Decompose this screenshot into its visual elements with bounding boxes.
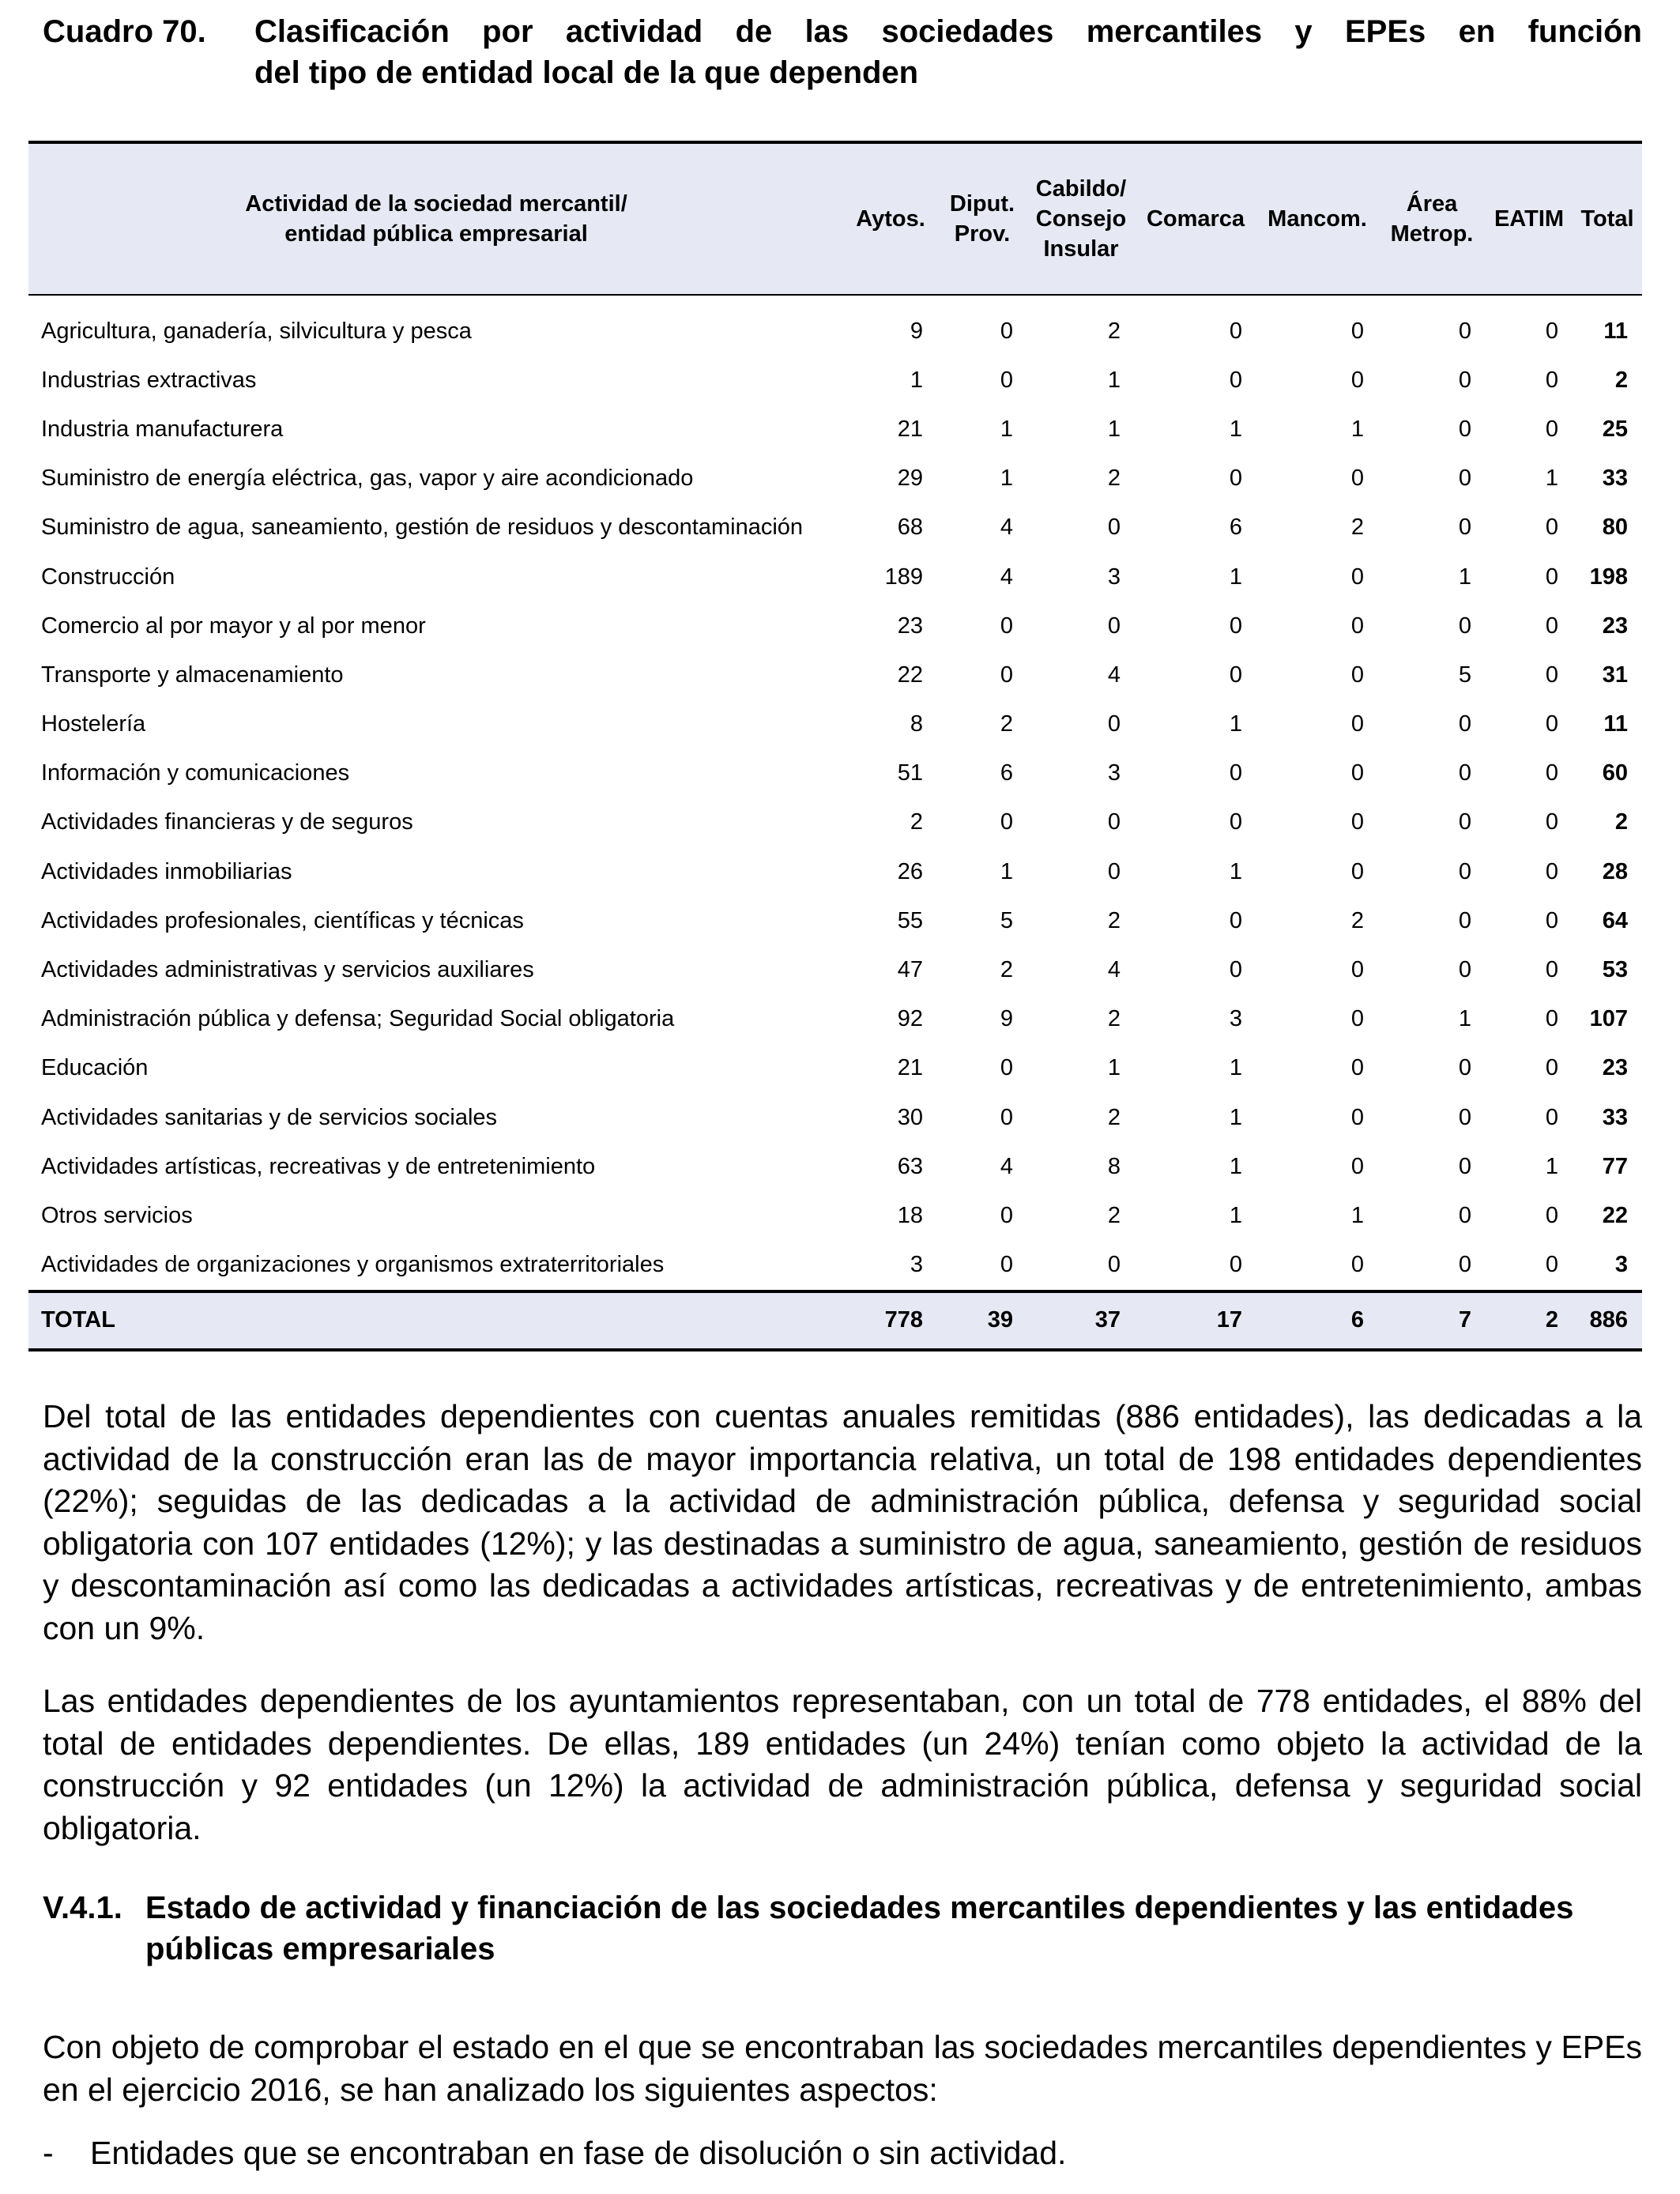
cell-comarca: 0 bbox=[1229, 466, 1242, 492]
cell-total: 64 bbox=[1602, 907, 1628, 933]
cell-mancom: 1 bbox=[1350, 416, 1364, 442]
cell-mancom: 0 bbox=[1350, 1006, 1364, 1032]
cell-diput: 6 bbox=[1000, 760, 1013, 786]
cell-eatim: 0 bbox=[1545, 367, 1558, 393]
caption-title bbox=[254, 11, 1642, 93]
cell-comarca: 1 bbox=[1229, 1104, 1242, 1130]
cell-cabildo: 0 bbox=[1107, 711, 1121, 737]
header-activity bbox=[28, 142, 844, 295]
row-label: Suministro de energía eléctrica, gas, vapor y aire acondicionado bbox=[41, 466, 694, 492]
row-label: Información y comunicaciones bbox=[41, 760, 350, 786]
table-row bbox=[28, 749, 1642, 798]
caption-title-line-2: del tipo de entidad local de la que dependen bbox=[254, 55, 919, 90]
table-row bbox=[28, 405, 1642, 454]
total-cabildo: 37 bbox=[1094, 1307, 1121, 1333]
cell-area-metrop: 0 bbox=[1458, 1202, 1471, 1228]
cell-eatim: 0 bbox=[1545, 1006, 1558, 1032]
cell-area-metrop: 1 bbox=[1458, 564, 1471, 590]
caption-number: Cuadro 70. bbox=[43, 14, 206, 49]
cell-diput: 0 bbox=[1000, 613, 1013, 639]
cell-comarca: 0 bbox=[1229, 367, 1242, 393]
cell-comarca: 6 bbox=[1229, 515, 1242, 541]
cell-diput: 0 bbox=[1000, 1055, 1013, 1081]
cell-area-metrop: 5 bbox=[1458, 662, 1471, 688]
cell-aytos: 92 bbox=[897, 1006, 923, 1032]
cell-area-metrop: 0 bbox=[1458, 318, 1471, 344]
cell-eatim: 0 bbox=[1545, 957, 1558, 983]
table-row bbox=[28, 847, 1642, 896]
cell-aytos: 29 bbox=[897, 466, 923, 492]
table-row bbox=[28, 1191, 1642, 1240]
row-label: Actividades administrativas y servicios auxiliares bbox=[41, 957, 534, 983]
table-footer bbox=[28, 1291, 1642, 1350]
cell-eatim: 0 bbox=[1545, 662, 1558, 688]
cell-cabildo: 1 bbox=[1107, 1055, 1121, 1081]
table-body bbox=[28, 295, 1642, 1291]
header-diput bbox=[937, 142, 1027, 295]
section-heading bbox=[43, 1887, 1642, 1970]
cell-mancom: 0 bbox=[1350, 1153, 1364, 1179]
table-row bbox=[28, 454, 1642, 503]
table-row bbox=[28, 1142, 1642, 1191]
cell-total: 60 bbox=[1602, 760, 1628, 786]
cell-mancom: 2 bbox=[1350, 515, 1364, 541]
cell-aytos: 26 bbox=[897, 858, 923, 884]
cell-comarca: 0 bbox=[1229, 760, 1242, 786]
table-row bbox=[28, 896, 1642, 945]
cell-total: 11 bbox=[1603, 318, 1628, 344]
cell-diput: 2 bbox=[1000, 711, 1013, 737]
header-area-line-2: Metrop. bbox=[1390, 221, 1474, 247]
table-row bbox=[28, 503, 1642, 552]
cell-aytos: 2 bbox=[910, 809, 923, 835]
row-label: Actividades de organizaciones y organismos extraterritoriales bbox=[41, 1252, 665, 1278]
cell-mancom: 0 bbox=[1350, 613, 1364, 639]
cell-area-metrop: 0 bbox=[1458, 1055, 1471, 1081]
cell-eatim: 1 bbox=[1545, 466, 1558, 492]
cell-area-metrop: 0 bbox=[1458, 515, 1471, 541]
row-label: Industrias extractivas bbox=[41, 367, 257, 393]
row-label: Otros servicios bbox=[41, 1202, 193, 1228]
table-row bbox=[28, 995, 1642, 1044]
header-activity-line-2: entidad pública empresarial bbox=[284, 221, 588, 247]
cell-diput: 0 bbox=[1000, 1104, 1013, 1130]
cell-area-metrop: 0 bbox=[1458, 1104, 1471, 1130]
cell-mancom: 2 bbox=[1350, 907, 1364, 933]
bullet-text: Entidades que se encontraban en fase de disolución o sin actividad. bbox=[90, 2135, 1067, 2171]
table-row bbox=[28, 601, 1642, 650]
cell-area-metrop: 0 bbox=[1458, 1153, 1471, 1179]
cell-eatim: 0 bbox=[1545, 760, 1558, 786]
cell-diput: 0 bbox=[1000, 318, 1013, 344]
row-label: Industria manufacturera bbox=[41, 416, 284, 442]
cell-total: 25 bbox=[1602, 416, 1628, 442]
cell-cabildo: 3 bbox=[1107, 760, 1121, 786]
cell-area-metrop: 0 bbox=[1458, 1252, 1471, 1278]
activity-table-wrapper bbox=[28, 141, 1642, 1351]
cell-comarca: 1 bbox=[1229, 1202, 1242, 1228]
header-cabildo bbox=[1027, 142, 1135, 295]
cell-diput: 0 bbox=[1000, 662, 1013, 688]
cell-cabildo: 8 bbox=[1107, 1153, 1121, 1179]
cell-cabildo: 2 bbox=[1107, 907, 1121, 933]
row-label: Transporte y almacenamiento bbox=[41, 662, 344, 688]
cell-total: 31 bbox=[1602, 662, 1628, 688]
row-label: Suministro de agua, saneamiento, gestión de residuos y descontaminación bbox=[41, 515, 804, 541]
cell-cabildo: 2 bbox=[1107, 466, 1121, 492]
total-area-metrop: 7 bbox=[1458, 1307, 1471, 1333]
cell-diput: 0 bbox=[1000, 1202, 1013, 1228]
total-eatim: 2 bbox=[1545, 1307, 1558, 1333]
header-diput-line-2: Prov. bbox=[954, 221, 1011, 247]
cell-aytos: 1 bbox=[910, 367, 923, 393]
row-label: Actividades artísticas, recreativas y de entretenimiento bbox=[41, 1153, 596, 1179]
cell-mancom: 0 bbox=[1350, 564, 1364, 590]
cell-aytos: 68 bbox=[897, 515, 923, 541]
total-row bbox=[28, 1291, 1642, 1350]
cell-area-metrop: 0 bbox=[1458, 466, 1471, 492]
cell-eatim: 0 bbox=[1545, 1252, 1558, 1278]
cell-aytos: 9 bbox=[910, 318, 923, 344]
table-header bbox=[28, 142, 1642, 295]
cell-area-metrop: 0 bbox=[1458, 613, 1471, 639]
cell-mancom: 0 bbox=[1350, 662, 1364, 688]
cell-comarca: 3 bbox=[1229, 1006, 1242, 1032]
cell-diput: 0 bbox=[1000, 367, 1013, 393]
cell-diput: 9 bbox=[1000, 1006, 1013, 1032]
caption-title-line-1: Clasificación por actividad de las sociedades mercantiles y EPEs en función bbox=[254, 14, 1642, 49]
header-area-metrop bbox=[1378, 142, 1486, 295]
cell-mancom: 0 bbox=[1350, 318, 1364, 344]
table-row bbox=[28, 650, 1642, 699]
cell-cabildo: 1 bbox=[1107, 367, 1121, 393]
cell-mancom: 1 bbox=[1350, 1202, 1364, 1228]
cell-total: 33 bbox=[1602, 1104, 1628, 1130]
row-label: Hostelería bbox=[41, 711, 146, 737]
cell-mancom: 0 bbox=[1350, 957, 1364, 983]
paragraph-1: Del total de las entidades dependientes con cuentas anuales remitidas (886 entidades), las dedicadas a la actividad de la construcción eran las de mayor importancia relativa, un total de 198 entidades dependientes (22%); seguidas de las dedicadas a la actividad de administración pública, defensa y seguridad social obligatoria con 107 entidades (12%); y las destinadas a suministro de agua, saneamiento, gestión de residuos y descontaminación así como las dedicadas a actividades artísticas, recreativas y de entretenimiento, ambas con un 9%. bbox=[43, 1398, 1642, 1646]
cell-cabildo: 2 bbox=[1107, 1006, 1121, 1032]
cell-aytos: 51 bbox=[897, 760, 923, 786]
cell-mancom: 0 bbox=[1350, 367, 1364, 393]
cell-area-metrop: 0 bbox=[1458, 416, 1471, 442]
cell-comarca: 1 bbox=[1229, 711, 1242, 737]
cell-total: 53 bbox=[1602, 957, 1628, 983]
header-total: Total bbox=[1580, 206, 1634, 232]
row-label: Educación bbox=[41, 1055, 149, 1081]
cell-cabildo: 0 bbox=[1107, 1252, 1121, 1278]
row-label: Administración pública y defensa; Seguridad Social obligatoria bbox=[41, 1006, 675, 1032]
cell-comarca: 0 bbox=[1229, 1252, 1242, 1278]
row-label: Actividades profesionales, científicas y técnicas bbox=[41, 907, 524, 933]
cell-eatim: 0 bbox=[1545, 907, 1558, 933]
cell-diput: 0 bbox=[1000, 809, 1013, 835]
header-cabildo-line-3: Insular bbox=[1043, 236, 1119, 262]
cell-cabildo: 1 bbox=[1107, 416, 1121, 442]
cell-mancom: 0 bbox=[1350, 466, 1364, 492]
cell-total: 23 bbox=[1602, 613, 1628, 639]
cell-total: 80 bbox=[1602, 515, 1628, 541]
cell-diput: 4 bbox=[1000, 564, 1013, 590]
cell-aytos: 30 bbox=[897, 1104, 923, 1130]
cell-mancom: 0 bbox=[1350, 809, 1364, 835]
row-label: Agricultura, ganadería, silvicultura y pesca bbox=[41, 318, 472, 344]
table-row bbox=[28, 798, 1642, 847]
bullet-dash: - bbox=[43, 2135, 54, 2171]
cell-total: 3 bbox=[1614, 1252, 1628, 1278]
cell-total: 2 bbox=[1614, 367, 1628, 393]
cell-total: 11 bbox=[1603, 711, 1628, 737]
cell-eatim: 1 bbox=[1545, 1153, 1558, 1179]
cell-total: 23 bbox=[1602, 1055, 1628, 1081]
cell-eatim: 0 bbox=[1545, 809, 1558, 835]
cell-eatim: 0 bbox=[1545, 1104, 1558, 1130]
cell-aytos: 189 bbox=[884, 564, 923, 590]
cell-cabildo: 2 bbox=[1107, 318, 1121, 344]
cell-diput: 0 bbox=[1000, 1252, 1013, 1278]
cell-comarca: 0 bbox=[1229, 809, 1242, 835]
cell-aytos: 23 bbox=[897, 613, 923, 639]
table-row bbox=[28, 295, 1642, 356]
row-label: Actividades inmobiliarias bbox=[41, 858, 292, 884]
cell-total: 198 bbox=[1589, 564, 1628, 590]
cell-cabildo: 0 bbox=[1107, 613, 1121, 639]
cell-diput: 1 bbox=[1000, 858, 1013, 884]
table-row bbox=[28, 1093, 1642, 1142]
cell-eatim: 0 bbox=[1545, 416, 1558, 442]
activity-table bbox=[28, 141, 1642, 1351]
cell-eatim: 0 bbox=[1545, 858, 1558, 884]
cell-comarca: 1 bbox=[1229, 858, 1242, 884]
cell-mancom: 0 bbox=[1350, 858, 1364, 884]
cell-eatim: 0 bbox=[1545, 318, 1558, 344]
cell-comarca: 1 bbox=[1229, 564, 1242, 590]
cell-aytos: 47 bbox=[897, 957, 923, 983]
table-row bbox=[28, 1044, 1642, 1093]
section-title: Estado de actividad y financiación de las sociedades mercantiles dependientes y las entidades públicas empresariales bbox=[145, 1891, 1574, 1966]
cell-area-metrop: 1 bbox=[1458, 1006, 1471, 1032]
cell-comarca: 1 bbox=[1229, 1055, 1242, 1081]
header-area-line-1: Área bbox=[1406, 191, 1458, 217]
cell-aytos: 3 bbox=[910, 1252, 923, 1278]
cell-total: 77 bbox=[1602, 1153, 1628, 1179]
total-diput: 39 bbox=[987, 1307, 1013, 1333]
cell-mancom: 0 bbox=[1350, 1055, 1364, 1081]
section-number: V.4.1. bbox=[43, 1891, 122, 1925]
cell-diput: 1 bbox=[1000, 416, 1013, 442]
total-comarca: 17 bbox=[1216, 1307, 1242, 1333]
header-diput-line-1: Diput. bbox=[949, 191, 1015, 217]
cell-total: 2 bbox=[1614, 809, 1628, 835]
cell-aytos: 8 bbox=[910, 711, 923, 737]
total-aytos: 778 bbox=[884, 1307, 923, 1333]
cell-cabildo: 3 bbox=[1107, 564, 1121, 590]
paragraph-2: Las entidades dependientes de los ayuntamientos representaban, con un total de 778 entidades, el 88% del total de entidades dependientes. De ellas, 189 entidades (un 24%) tenían como objeto la actividad de la construcción y 92 entidades (un 12%) la actividad de administración pública, defensa y seguridad social obligatoria. bbox=[43, 1683, 1642, 1846]
cell-area-metrop: 0 bbox=[1458, 858, 1471, 884]
cell-diput: 2 bbox=[1000, 957, 1013, 983]
table-row bbox=[28, 356, 1642, 405]
cell-diput: 1 bbox=[1000, 466, 1013, 492]
cell-eatim: 0 bbox=[1545, 613, 1558, 639]
cell-total: 22 bbox=[1602, 1202, 1628, 1228]
cell-comarca: 0 bbox=[1229, 318, 1242, 344]
bullet-item bbox=[43, 2132, 1642, 2174]
cell-aytos: 18 bbox=[897, 1202, 923, 1228]
cell-diput: 5 bbox=[1000, 907, 1013, 933]
paragraph-3: Con objeto de comprobar el estado en el que se encontraban las sociedades mercantiles dependientes y EPEs en el ejercicio 2016, se han analizado los siguientes aspectos: bbox=[43, 2029, 1642, 2108]
cell-total: 33 bbox=[1602, 466, 1628, 492]
cell-comarca: 0 bbox=[1229, 662, 1242, 688]
cell-eatim: 0 bbox=[1545, 515, 1558, 541]
cell-aytos: 21 bbox=[897, 1055, 923, 1081]
cell-comarca: 1 bbox=[1229, 1153, 1242, 1179]
cell-area-metrop: 0 bbox=[1458, 957, 1471, 983]
cell-diput: 4 bbox=[1000, 1153, 1013, 1179]
header-aytos: Aytos. bbox=[856, 206, 925, 232]
cell-mancom: 0 bbox=[1350, 1104, 1364, 1130]
cell-area-metrop: 0 bbox=[1458, 367, 1471, 393]
row-label: Comercio al por mayor y al por menor bbox=[41, 613, 426, 639]
table-row bbox=[28, 1241, 1642, 1291]
cell-mancom: 0 bbox=[1350, 1252, 1364, 1278]
row-label: Actividades financieras y de seguros bbox=[41, 809, 413, 835]
cell-cabildo: 4 bbox=[1107, 662, 1121, 688]
cell-aytos: 22 bbox=[897, 662, 923, 688]
cell-cabildo: 0 bbox=[1107, 858, 1121, 884]
header-activity-line-1: Actividad de la sociedad mercantil/ bbox=[245, 191, 627, 217]
table-row bbox=[28, 700, 1642, 749]
table-row bbox=[28, 552, 1642, 601]
cell-eatim: 0 bbox=[1545, 1202, 1558, 1228]
cell-diput: 4 bbox=[1000, 515, 1013, 541]
cell-comarca: 1 bbox=[1229, 416, 1242, 442]
cell-eatim: 0 bbox=[1545, 564, 1558, 590]
cell-area-metrop: 0 bbox=[1458, 760, 1471, 786]
header-cabildo-line-2: Consejo bbox=[1035, 206, 1127, 232]
cell-aytos: 63 bbox=[897, 1153, 923, 1179]
total-total: 886 bbox=[1589, 1307, 1628, 1333]
cell-total: 107 bbox=[1589, 1006, 1628, 1032]
cell-comarca: 0 bbox=[1229, 907, 1242, 933]
cell-area-metrop: 0 bbox=[1458, 711, 1471, 737]
cell-total: 28 bbox=[1602, 858, 1628, 884]
header-row bbox=[28, 142, 1642, 295]
row-label: Actividades sanitarias y de servicios sociales bbox=[41, 1104, 498, 1130]
table-row bbox=[28, 945, 1642, 994]
cell-comarca: 0 bbox=[1229, 613, 1242, 639]
cell-cabildo: 2 bbox=[1107, 1202, 1121, 1228]
header-eatim: EATIM bbox=[1494, 206, 1565, 232]
cell-cabildo: 2 bbox=[1107, 1104, 1121, 1130]
header-mancom: Mancom. bbox=[1268, 206, 1367, 232]
cell-area-metrop: 0 bbox=[1458, 907, 1471, 933]
cell-area-metrop: 0 bbox=[1458, 809, 1471, 835]
total-mancom: 6 bbox=[1350, 1307, 1364, 1333]
header-cabildo-line-1: Cabildo/ bbox=[1035, 176, 1127, 202]
table-caption bbox=[43, 11, 1642, 93]
cell-mancom: 0 bbox=[1350, 711, 1364, 737]
cell-cabildo: 0 bbox=[1107, 809, 1121, 835]
cell-aytos: 55 bbox=[897, 907, 923, 933]
total-label: TOTAL bbox=[41, 1307, 115, 1333]
cell-eatim: 0 bbox=[1545, 711, 1558, 737]
cell-comarca: 0 bbox=[1229, 957, 1242, 983]
row-label: Construcción bbox=[41, 564, 175, 590]
cell-eatim: 0 bbox=[1545, 1055, 1558, 1081]
cell-aytos: 21 bbox=[897, 416, 923, 442]
cell-mancom: 0 bbox=[1350, 760, 1364, 786]
cell-cabildo: 0 bbox=[1107, 515, 1121, 541]
cell-cabildo: 4 bbox=[1107, 957, 1121, 983]
header-comarca: Comarca bbox=[1146, 206, 1245, 232]
